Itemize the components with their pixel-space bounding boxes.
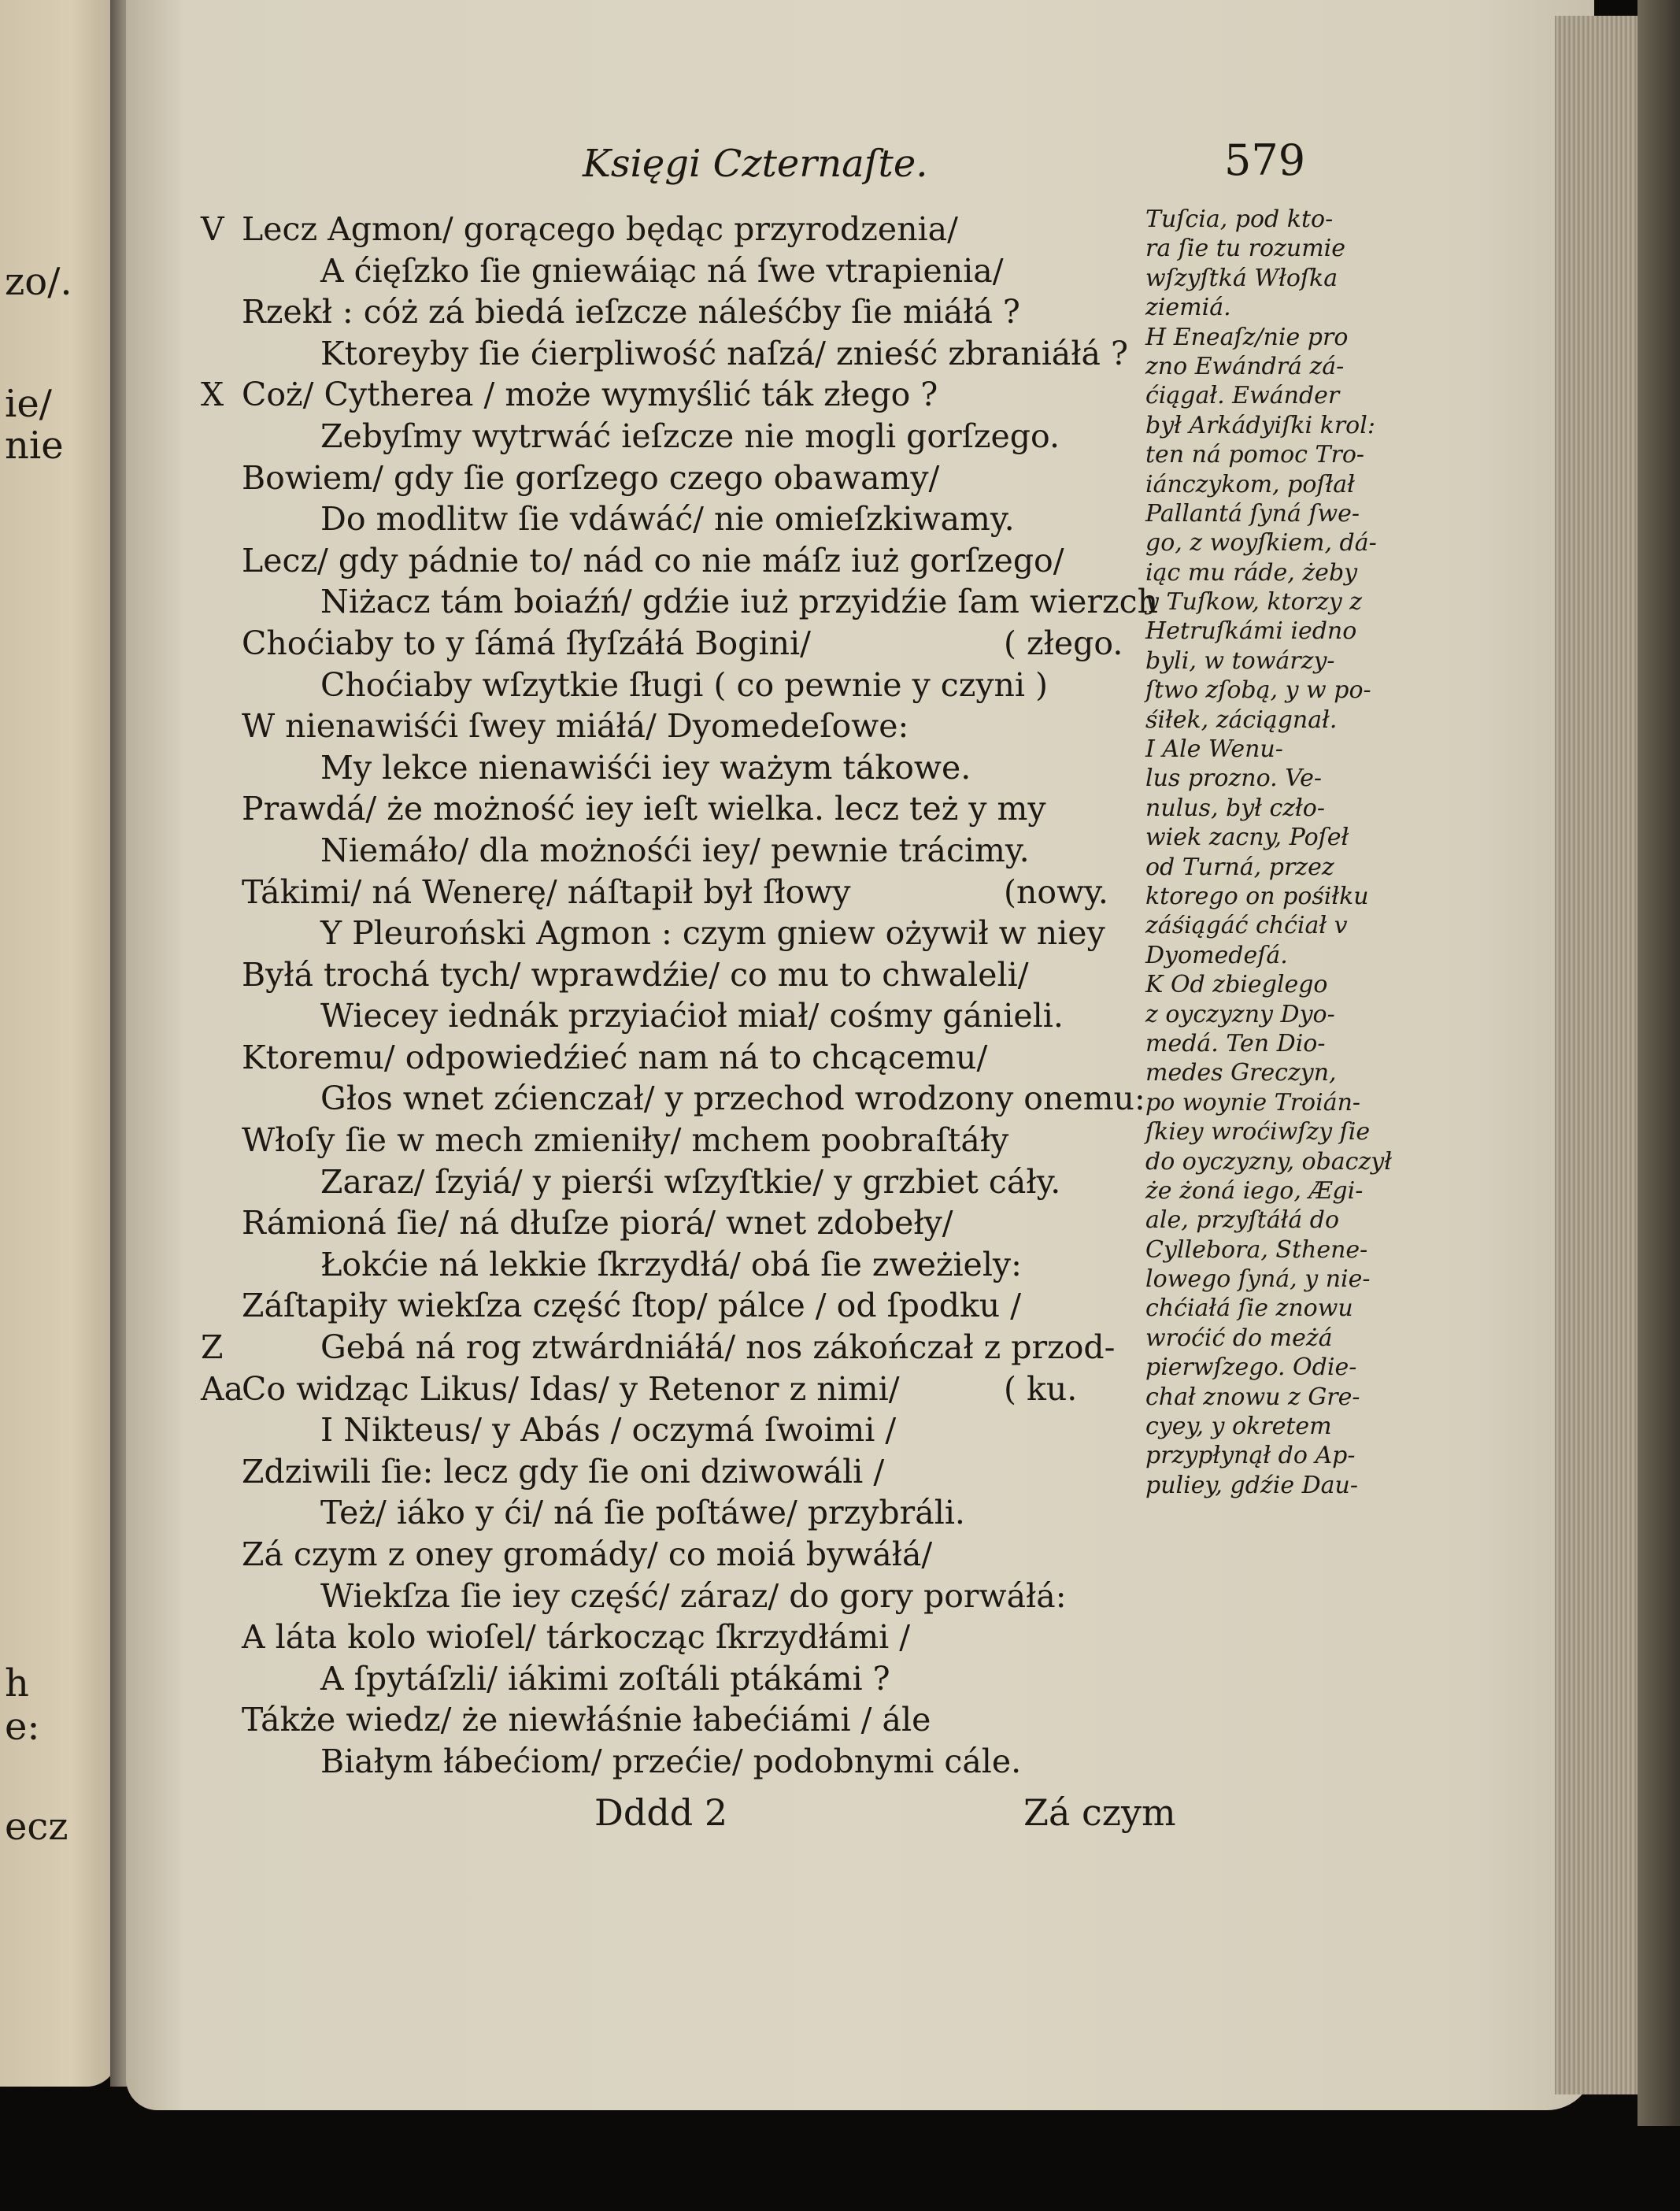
verse-line-text: Rámioná ſie/ ná dłuſze piorá/ wnet zdobeły/ [242, 1204, 953, 1243]
margin-note-line: nulus, był czło- [1145, 794, 1325, 822]
verse-line-text: Choćiaby wſzytkie ſługi ( co pewnie y czyni ) [320, 665, 1049, 704]
line-overflow-text: ( ku. [1004, 1369, 1078, 1408]
verse-line [201, 374, 1145, 416]
margin-note-line: ćiągał. Ewánder [1145, 382, 1340, 410]
verse-line [201, 788, 1145, 830]
verse-line [201, 1658, 1145, 1700]
verse-line-text: Prawdá/ że możność iey ieſt wielka. lecz też y my [242, 790, 1046, 828]
left-page-fragment: h [5, 1661, 29, 1705]
verse-line [201, 540, 1145, 582]
margin-note-line: lus prozno. Ve- [1145, 765, 1322, 793]
page-number: 579 [1224, 135, 1306, 185]
margin-note-line: od Turná, przez [1145, 853, 1334, 881]
verse-line-text: Niżacz tám boiaźń/ gdźie iuż przyidźie ſam wierzch [320, 583, 1158, 621]
margin-notes [1145, 205, 1397, 1500]
margin-note-line: medes Greczyn, [1145, 1059, 1337, 1087]
note-marker: Aa [201, 1369, 244, 1408]
margin-note-line: że żoná iego, Ægi- [1145, 1176, 1364, 1205]
verse-line-text: Do modlitw ſie vdáwáć/ nie omieſzkiwamy. [320, 500, 1015, 539]
margin-note-line: ſtwo zſobą, y w po- [1145, 676, 1371, 705]
verse-line [201, 1617, 1145, 1658]
verse-line-text: Záſtapiły wiekſza część ſtop/ pálce / od ſpodku / [242, 1287, 1022, 1325]
verse-line-text: Włoſy ſie w mech zmieniły/ mchem poobraſtáły [242, 1121, 1009, 1160]
verse-line-text: W nienawiśći ſwey miáłá/ Dyomedeſowe: [242, 707, 909, 746]
margin-note-line: H Eneaſz/nie pro [1145, 323, 1349, 351]
verse-line-text: Rzekł : cóż zá biedá ieſzcze náleśćby ſie miáłá ? [242, 293, 1020, 331]
margin-note-line: Hetruſkámi iedno [1145, 617, 1357, 646]
margin-note-line: Dyomedeſá. [1145, 941, 1288, 969]
verse-line-text: Lecz/ gdy pádnie to/ nád co nie máſz iuż gorſzego/ [242, 541, 1064, 580]
verse-line [201, 457, 1145, 499]
margin-note-line: chćiałá ſie znowu [1145, 1294, 1353, 1323]
verse-line [201, 706, 1145, 747]
verse-line [201, 1202, 1145, 1244]
note-marker: X [201, 376, 224, 414]
verse-line [201, 747, 1145, 789]
margin-note-line: ra ſie tu rozumie [1145, 235, 1345, 263]
margin-note-line: wſzyſtká Włoſka [1145, 264, 1338, 292]
verse-line-text: My lekce nienawiśći iey ważym tákowe. [320, 748, 971, 787]
verse-line [201, 250, 1145, 292]
verse-text [201, 209, 1158, 1783]
verse-line [201, 1409, 1145, 1451]
verse-line [201, 995, 1145, 1037]
verse-line [201, 1327, 1145, 1368]
left-page-fragment: ie/ [5, 382, 52, 426]
verse-line-text: Białym łábećiom/ przećie/ podobnymi cále. [320, 1742, 1022, 1780]
verse-line-text: A láta kolo wioſel/ tárkocząc ſkrzydłámi / [242, 1618, 911, 1657]
verse-line-text: Coż/ Cytherea / może wymyślić ták złego ? [242, 376, 938, 414]
margin-note-line: przypłynął do Ap- [1145, 1442, 1356, 1470]
verse-line [201, 1741, 1145, 1783]
verse-line-text: Tákże wiedz/ że niewłáśnie łabećiámi / ále [242, 1701, 931, 1739]
verse-line [201, 1368, 1145, 1410]
verse-line [201, 1576, 1145, 1617]
verse-line [201, 665, 1145, 706]
verse-line [201, 1037, 1145, 1079]
left-page-fragment: zo/. [5, 260, 72, 304]
margin-note-line: z oyczyzny Dyo- [1145, 1000, 1335, 1028]
verse-line-text: Tákimi/ ná Wenerę/ náſtapił był ſłowy [242, 872, 851, 911]
verse-line [201, 1699, 1145, 1741]
verse-line-text: I Nikteus/ y Abás / oczymá ſwoimi / [320, 1411, 897, 1450]
line-overflow-text: ( złego. [1004, 624, 1123, 662]
margin-note-line: lowego ſyná, y nie- [1145, 1265, 1371, 1294]
verse-line [201, 209, 1145, 250]
verse-line-text: Lecz Agmon/ gorącego będąc przyrodzenia/ [242, 210, 958, 248]
verse-line [201, 1451, 1145, 1493]
verse-line [201, 830, 1145, 872]
margin-note-line: ktorego on pośiłku [1145, 882, 1369, 910]
verse-line-text: Wiecey iednák przyiaćioł miał/ cośmy gánieli. [320, 997, 1064, 1035]
left-page-fragment: ecz [5, 1805, 68, 1849]
verse-line-text: Ktoremu/ odpowiedźieć nam ná to chcącemu/ [242, 1038, 988, 1076]
verse-line-text: Bowiem/ gdy ſie gorſzego czego obawamy/ [242, 458, 940, 497]
verse-line-text: Wiekſza ſie iey część/ záraz/ do gory porwáłá: [320, 1576, 1067, 1615]
margin-note-line: I Ale Wenu- [1145, 735, 1283, 764]
margin-note-line: medá. Ten Dio- [1145, 1029, 1326, 1057]
margin-note-line: K Od zbieglego [1145, 971, 1328, 999]
left-page-fragment: nie [5, 424, 64, 468]
margin-note-line: wiek zacny, Poſeł [1145, 824, 1349, 852]
verse-line [201, 291, 1145, 333]
verse-line-text: Co widząc Likus/ Idas/ y Retenor z nimi/ [242, 1369, 900, 1408]
margin-note-line: ſkiey wroćiwſzy ſie [1145, 1118, 1371, 1146]
margin-note-line: puliey, gdźie Dau- [1145, 1471, 1358, 1499]
verse-line-text: Zdziwili ſie: lecz gdy ſie oni dziwowáli / [242, 1452, 885, 1491]
margin-note-line: po woynie Troián- [1145, 1088, 1361, 1117]
verse-line-text: Też/ iáko y ći/ ná ſie poſtáwe/ przybráli. [320, 1494, 965, 1532]
margin-note-line: chał znowu z Gre- [1145, 1383, 1360, 1411]
margin-note-line: ten ná pomoc Tro- [1145, 441, 1365, 469]
verse-line [201, 581, 1158, 623]
verse-line [201, 1244, 1145, 1286]
margin-note-line: cyey, y okretem [1145, 1413, 1332, 1441]
verse-line-text: Niemáło/ dla możnośći iey/ pewnie trácimy. [320, 831, 1030, 869]
signature-mark: Dddd 2 [594, 1791, 728, 1834]
verse-line [201, 1078, 1145, 1120]
verse-line [201, 1161, 1145, 1203]
verse-line [201, 872, 1145, 913]
verse-line [201, 623, 1145, 665]
verse-line-text: Łokćie ná lekkie ſkrzydłá/ obá ſie zweżiely: [320, 1245, 1022, 1283]
margin-note-line: byli, w towárzy- [1145, 646, 1335, 675]
verse-line [201, 498, 1145, 540]
line-overflow-text: (nowy. [1004, 872, 1108, 911]
verse-line-text: A ſpytáſzli/ iákimi zoſtáli ptákámi ? [320, 1659, 890, 1698]
verse-line [201, 333, 1145, 375]
verse-line-text: Gebá ná rog ztwárdniáłá/ nos zákończał z przod- [320, 1328, 1116, 1367]
verse-line-text: Zebyſmy wytrwáć ieſzcze nie mogli gorſzego. [320, 417, 1060, 455]
margin-note-line: iánczykom, poſłał [1145, 470, 1355, 498]
margin-note-line: do oyczyzny, obaczył [1145, 1147, 1392, 1176]
margin-note-line: pierwſzego. Odie- [1145, 1354, 1357, 1382]
margin-note-line: zno Ewándrá zá- [1145, 352, 1345, 380]
verse-line [201, 954, 1145, 996]
verse-line [201, 913, 1145, 954]
margin-note-line: Tuſcia, pod kto- [1145, 206, 1334, 233]
verse-line-text: A ćięſzko ſie gniewáiąc ná ſwe vtrapienia/ [320, 251, 1004, 290]
margin-note-line: był Arkádyiſki krol: [1145, 411, 1375, 439]
note-marker: V [201, 210, 224, 248]
margin-note-line: Cyllebora, Sthene- [1145, 1235, 1368, 1264]
verse-line-text: Choćiaby to y ſámá ſłyſzáłá Bogini/ [242, 624, 811, 662]
verse-line [201, 1492, 1145, 1534]
catchword: Zá czym [1023, 1791, 1176, 1834]
verse-line-text: Y Pleuroński Agmon : czym gniew ożywił w niey [320, 914, 1105, 953]
left-page-fragment: e: [5, 1705, 40, 1749]
verse-line-text: Byłá trochá tych/ wprawdźie/ co mu to chwaleli/ [242, 955, 1029, 994]
verse-line-text: Ktoreyby ſie ćierpliwość naſzá/ znieść zbraniáłá ? [320, 334, 1129, 372]
margin-note-line: ziemiá. [1145, 294, 1231, 322]
verse-line-text: Zá czym z oney gromády/ co moiá bywáłá/ [242, 1535, 933, 1573]
left-page-edge [0, 0, 118, 2087]
margin-note-line: Pallantá ſyná ſwe- [1145, 499, 1360, 528]
margin-note-line: iąc mu ráde, żeby [1145, 558, 1358, 587]
margin-note-line: śiłek, záciągnał. [1145, 706, 1338, 734]
margin-note-line: go, z woyſkiem, dá- [1145, 529, 1377, 557]
verse-line [201, 1534, 1145, 1576]
margin-note-line: záśiągáć chćiał v [1145, 912, 1348, 940]
verse-line [201, 1285, 1145, 1327]
verse-line [201, 416, 1145, 457]
verse-line-text: Głos wnet zćienczał/ y przechod wrodzony onemu: [320, 1080, 1145, 1118]
note-marker: Z [201, 1328, 224, 1367]
running-head: Księgi Czternaſte. [583, 142, 928, 186]
margin-note-line: ale, przyſtáłá do [1145, 1206, 1340, 1235]
verse-line [201, 1120, 1145, 1161]
margin-note-line: wroćić do meżá [1145, 1324, 1333, 1352]
verse-line-text: Zaraz/ ſzyiá/ y pierśi wſzyſtkie/ y grzbiet cáły. [320, 1162, 1061, 1201]
margin-note-line: y Tuſkow, ktorzy z [1145, 588, 1363, 617]
book-edge-shadow [1637, 0, 1680, 2126]
